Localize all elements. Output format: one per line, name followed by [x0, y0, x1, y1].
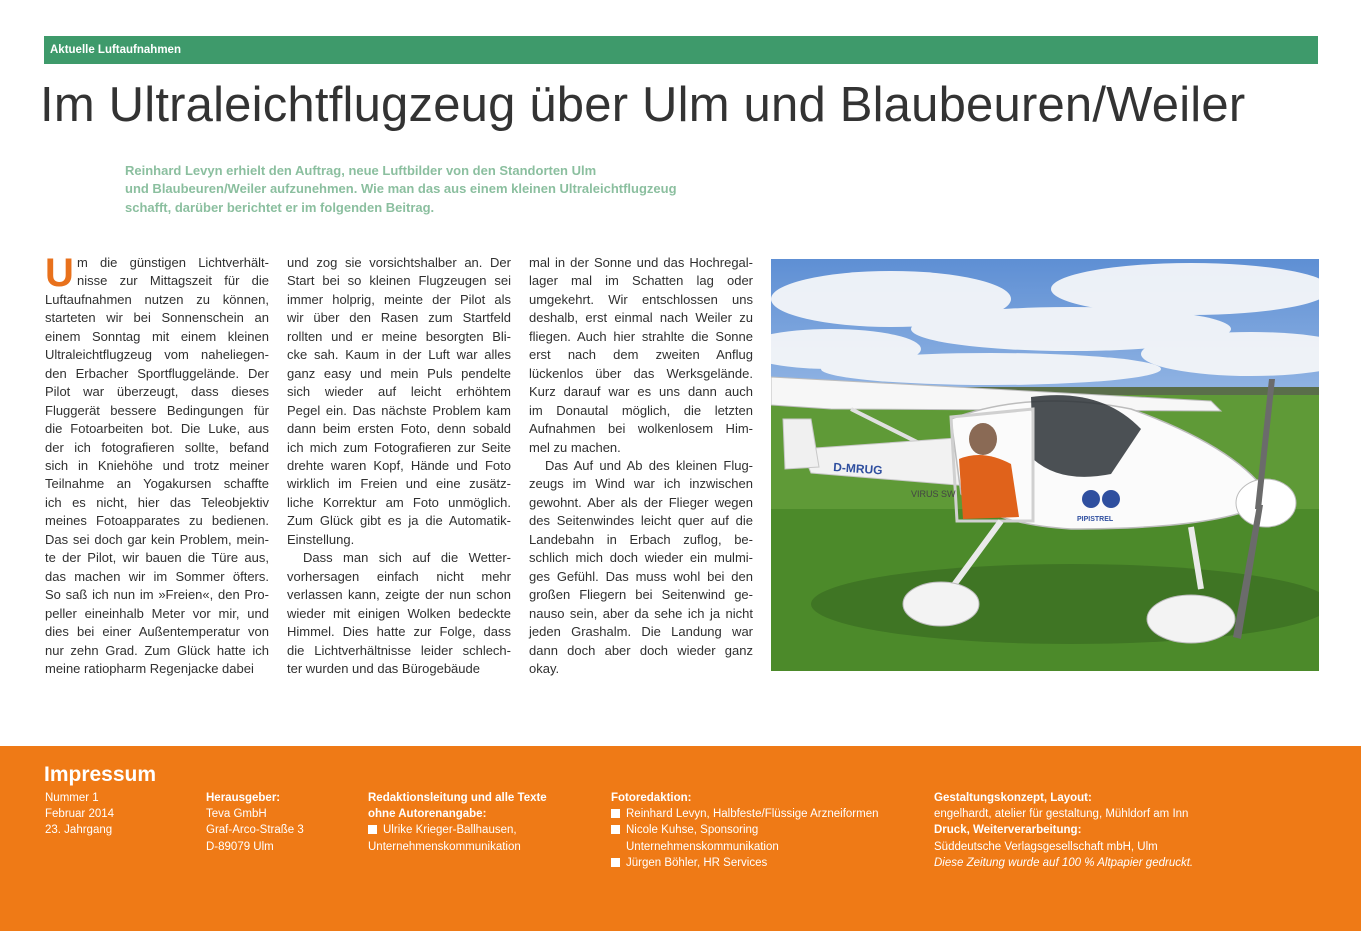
text-line: starteten wir bei Sonnenschein an	[45, 310, 269, 326]
text-line: wir über den Rasen zum Startfeld	[287, 310, 511, 326]
photo-editor-line: Reinhard Levyn, Halbfeste/Flüssige Arzneiformen	[626, 808, 879, 821]
text-line: den Erbacher Sportfluggelände. Der	[45, 365, 269, 381]
text-line: Einstellung.	[287, 531, 355, 547]
text-line: mal in der Sonne und das Hochregal-	[529, 255, 753, 270]
text-line: Dass man sich auf die Wetter-	[303, 550, 511, 566]
text-line: Landebahn in Erbach zuflog, be-	[529, 531, 753, 547]
text-line: dann doch aber doch wieder ganz	[529, 642, 753, 658]
photo-editor-line: Unternehmenskommunikation	[626, 840, 779, 853]
text-line: Das Auf und Ab des kleinen Flug-	[545, 457, 753, 473]
text-line: der ich fotografieren sollte, befand	[45, 439, 269, 455]
text-line: Fluggerät bessere Bedingungen für	[45, 402, 269, 418]
text-line: jeden Grashalm. Die Landung war	[529, 624, 753, 640]
publisher-line: D-89079 Ulm	[206, 840, 274, 853]
text-line: nisse zur Mittagszeit für die	[77, 273, 269, 289]
text-line: und zog sie vorsichtshalber an. Der	[287, 255, 511, 270]
bullet-square-icon	[611, 825, 620, 834]
publisher-line: Teva GmbH	[206, 808, 267, 821]
text-line: großen Fliegern bei Seitenwind ge-	[529, 587, 753, 603]
text-line: ich es nicht, hier das Teleobjektiv	[45, 494, 269, 510]
text-line: Das sei doch gar kein Problem, mein-	[45, 531, 269, 547]
text-line: m die günstigen Lichtverhält-	[77, 255, 269, 270]
text-line: meine ratiopharm Regenjacke dabei	[45, 660, 254, 676]
text-line: Aufnahmen bei wolkenlosem Him-	[529, 421, 753, 437]
text-line: sich in Kniehöhe und trotz meiner	[45, 457, 269, 473]
article-column-2	[287, 254, 511, 678]
impressum-footer	[0, 746, 1361, 931]
ultralight-plane-illustration	[771, 259, 1319, 671]
text-line: nauso sein, aber da sehe ich ja nicht	[529, 605, 753, 621]
bullet-square-icon	[368, 825, 377, 834]
bullet-square-icon	[611, 809, 620, 818]
article-headline: Im Ultraleichtflugzeug über Ulm und Blaubeuren/Weiler	[40, 78, 1246, 132]
text-line: wieder mit einigen Wolken bedeckte	[287, 605, 511, 621]
editorial-label: ohne Autorenangabe:	[368, 808, 487, 821]
photo-editor-line: Jürgen Böhler, HR Services	[626, 856, 768, 869]
editorial-label: Redaktionsleitung und alle Texte	[368, 792, 547, 804]
text-line: Teilnahme an Yogakursen schaffte	[45, 476, 269, 492]
lead-line: Reinhard Levyn erhielt den Auftrag, neue Luftbilder von den Standorten Ulm	[125, 163, 597, 178]
design-print-info	[934, 790, 1193, 871]
text-line: immer holprig, meinte der Pilot als	[287, 291, 511, 307]
print-line: Süddeutsche Verlagsgesellschaft mbH, Ulm	[934, 840, 1158, 853]
article-column-3	[529, 254, 753, 678]
edition-info	[45, 790, 114, 839]
text-line: peller eineinhalb Meter vor mir, und	[45, 605, 269, 621]
photo-editors-label: Fotoredaktion:	[611, 792, 692, 804]
text-line: die Fotoarbeiten bot. Die Luke, aus	[45, 421, 269, 437]
text-line: Pegel ein. Das nächste Problem kam	[287, 402, 511, 418]
text-line: okay.	[529, 660, 560, 676]
edition-line: Februar 2014	[45, 808, 115, 821]
text-line: ganz easy und mein Puls pendelte	[287, 365, 511, 381]
text-line: Zum Glück gibt es ja die Automatik-	[287, 513, 511, 529]
photo-editor-line: Nicole Kuhse, Sponsoring	[626, 824, 759, 837]
text-line: einem Sonntag mit einem kleinen	[45, 328, 269, 344]
text-line: lückenlos über das Werksgelände.	[529, 365, 753, 381]
text-line: fliegen. Auch hier strahlte die Sonne	[529, 328, 753, 344]
registration-text: D-MRUG	[832, 460, 883, 478]
text-line: umgekehrt. Wir entschlossen uns	[529, 291, 753, 307]
text-line: dann beim ersten Foto, denn sobald	[287, 421, 511, 437]
publisher-line: Graf-Arco-Straße 3	[206, 824, 304, 837]
text-line: meines Fotoapparates zu bedienen.	[45, 513, 269, 529]
text-line: zeugs im Wind war ich inzwischen	[529, 476, 753, 492]
publisher-label: Herausgeber:	[206, 792, 281, 804]
drop-cap: U	[45, 251, 74, 295]
text-line: vorhersagen einfach nicht mehr	[287, 568, 511, 584]
text-line: ter wurden und das Bürogebäude	[287, 660, 480, 676]
section-label: Aktuelle Luftaufnahmen	[44, 36, 1318, 64]
text-line: Start bei so kleinen Flugzeugen sei	[287, 273, 511, 289]
text-line: cke sah. Kaum in der Luft war alles	[287, 347, 511, 363]
text-line: dies bei einer Außentemperatur von	[45, 624, 269, 640]
text-line: des Seitenwindes leicht quer auf die	[529, 513, 753, 529]
brand-text: PIPISTREL	[1077, 516, 1114, 523]
text-line: erst nach dem zweiten Anflug	[529, 347, 753, 363]
text-line: Kurz darauf war es uns dann auch	[529, 384, 753, 400]
text-line: So saß ich nun im »Freien«, den Pro-	[45, 587, 269, 603]
edition-line: 23. Jahrgang	[45, 824, 113, 837]
text-line: te der Pilot, wir bauen die Türe aus,	[45, 550, 269, 566]
editorial-line: Unternehmenskommunikation	[368, 840, 521, 853]
text-line: deshalb, erst einmal nach Weiler zu	[529, 310, 753, 326]
text-line: lager mal im Schatten lag oder	[529, 273, 753, 289]
text-line: nur zehn Grad. Zum Glück hatte ich	[45, 642, 269, 658]
text-line: schlich mich doch wieder ein mulmi-	[529, 550, 753, 566]
text-line: das machen wir im Sommer öfters.	[45, 568, 269, 584]
edition-line: Nummer 1	[45, 792, 99, 804]
text-line: drehte waren Kopf, Hände und Foto	[287, 457, 511, 473]
text-line: liche Korrektur am Foto unmöglich.	[287, 494, 511, 510]
lead-line: und Blaubeuren/Weiler aufzunehmen. Wie man das aus einem kleinen Ultraleichtflugzeug	[125, 181, 677, 197]
model-text: VIRUS SW	[911, 489, 956, 499]
publisher-info	[206, 790, 304, 855]
text-line: ich mich zum Fotografieren zur Seite	[287, 439, 511, 455]
print-label: Druck, Weiterverarbeitung:	[934, 824, 1082, 837]
text-line: die Lichtverhältnisse leider schlech-	[287, 642, 511, 658]
bullet-square-icon	[611, 858, 620, 867]
text-line: ges Gefühl. Das muss wohl bei den	[529, 568, 753, 584]
design-label: Gestaltungskonzept, Layout:	[934, 792, 1092, 804]
text-line: Pilot war überzeugt, dass dieses	[45, 384, 269, 400]
text-line: Himmel. Dies hatte zur Folge, dass	[287, 624, 511, 640]
text-line: gewohnt. Aber als der Flieger wegen	[529, 494, 753, 510]
editorial-info	[368, 790, 547, 855]
design-line: engelhardt, atelier für gestaltung, Mühldorf am Inn	[934, 808, 1189, 821]
impressum-title: Impressum	[44, 763, 157, 786]
article-column-1	[45, 251, 269, 678]
photo-editors-info	[611, 790, 879, 871]
text-line: wirklich im Freien und eine zusätz-	[287, 476, 511, 492]
text-line: sich wieder auf leicht erhöhtem	[287, 384, 511, 400]
lead-line: schafft, darüber berichtet er im folgenden Beitrag.	[125, 199, 435, 215]
editorial-line: Ulrike Krieger-Ballhausen,	[383, 824, 517, 837]
text-line: Ultraleichtflugzeug vom naheliegen-	[45, 347, 269, 363]
text-line: mel zu machen.	[529, 439, 621, 455]
text-line: Luftaufnahmen nutzen zu können,	[45, 291, 269, 307]
paper-note: Diese Zeitung wurde auf 100 % Altpapier gedruckt.	[934, 856, 1194, 869]
article-lead	[125, 162, 725, 217]
text-line: im Donautal möglich, die letzten	[529, 402, 753, 418]
text-line: rollten und er meine besorgten Bli-	[287, 328, 511, 344]
aircraft-photo	[771, 259, 1319, 671]
text-line: verlassen kann, zeigte der nun schon	[287, 587, 511, 603]
